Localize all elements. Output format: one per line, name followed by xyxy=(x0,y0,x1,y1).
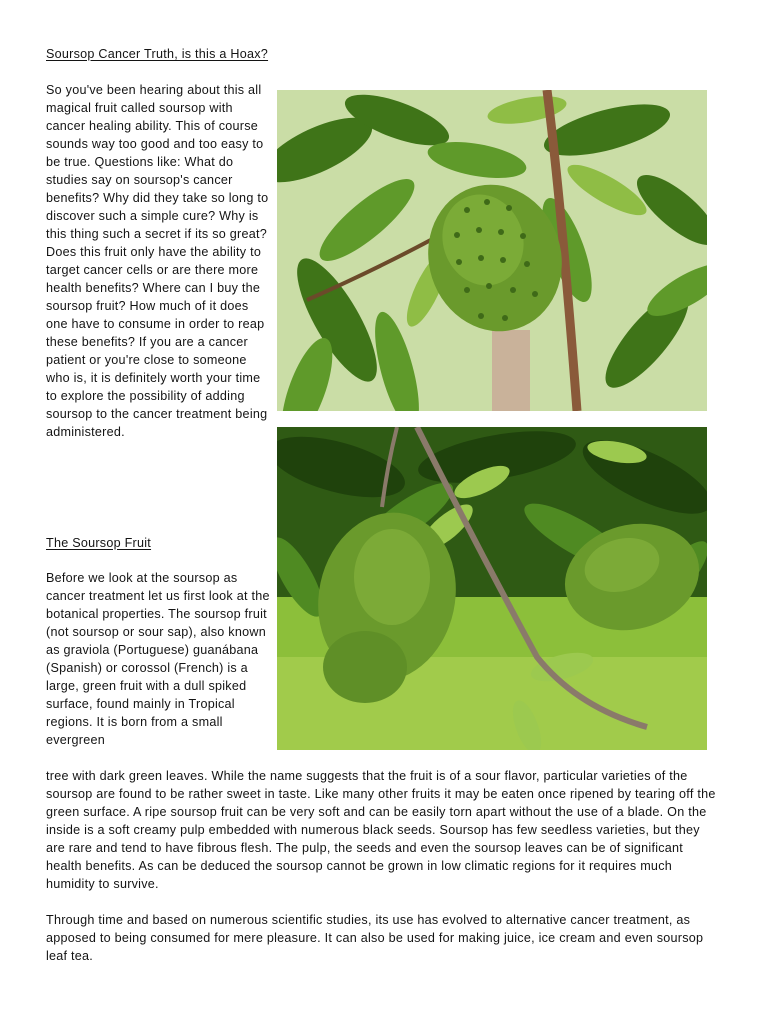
soursop-tree-photo-top xyxy=(277,90,707,411)
fruit-paragraph-column: Before we look at the soursop as cancer treatment let us first look at the botanical properties. The soursop fruit (not soursop or sour sap), also known as graviola (Portuguese) guanábana (Spanish) or corossol (French) is a large, green fruit with a dull spiked surface, found mainly in Tropical regions. It is born from a small evergreen xyxy=(46,571,270,747)
soursop-fruit-image xyxy=(277,90,707,411)
soursop-fruits-image xyxy=(277,427,707,750)
closing-paragraph: Through time and based on numerous scientific studies, its use has evolved to alternative cancer treatment, as apposed to being consumed for mere pleasure. It can also be used for making juice, ice cream and even soursop leaf tea. xyxy=(46,913,704,963)
soursop-tree-photo-bottom xyxy=(277,427,707,750)
section-heading: The Soursop Fruit xyxy=(46,536,152,550)
fruit-paragraph-full: tree with dark green leaves. While the name suggests that the fruit is of a sour flavor, particular varieties of the soursop are found to be rather sweet in taste. Like many other fruits it may be eaten once ripened by tearing off the green surface. A ripe soursop fruit can be very soft and can be easily torn apart without the use of a blade. On the inside is a soft creamy pulp embedded with numerous black seeds. Soursop has few seedless varieties, but they are rare and tend to have fibrous flesh. The pulp, the seeds and even the soursop leaves can be of significant health benefits. As can be deduced the soursop cannot be grown in low climatic regions for it requires much humidity to survive. xyxy=(46,769,716,891)
intro-paragraph: So you've been hearing about this all magical fruit called soursop with cancer healing ability. This of course sounds way too good and too easy to be true. Questions like: What do studies say on soursop's cancer benefits? Why did they take so long to discover such a simple cure? Why is this thing such a secret if its so great? Does this fruit only have the ability to target cancer cells or are there more health benefits? Where can I buy the soursop fruit? How much of it does one have to consume in order to reap these benefits? If you are a cancer patient or you're close to someone who is, it is definitely worth your time to explore the possibility of adding soursop to the cancer treatment being administered. xyxy=(46,83,269,439)
document-title: Soursop Cancer Truth, is this a Hoax? xyxy=(46,47,269,61)
